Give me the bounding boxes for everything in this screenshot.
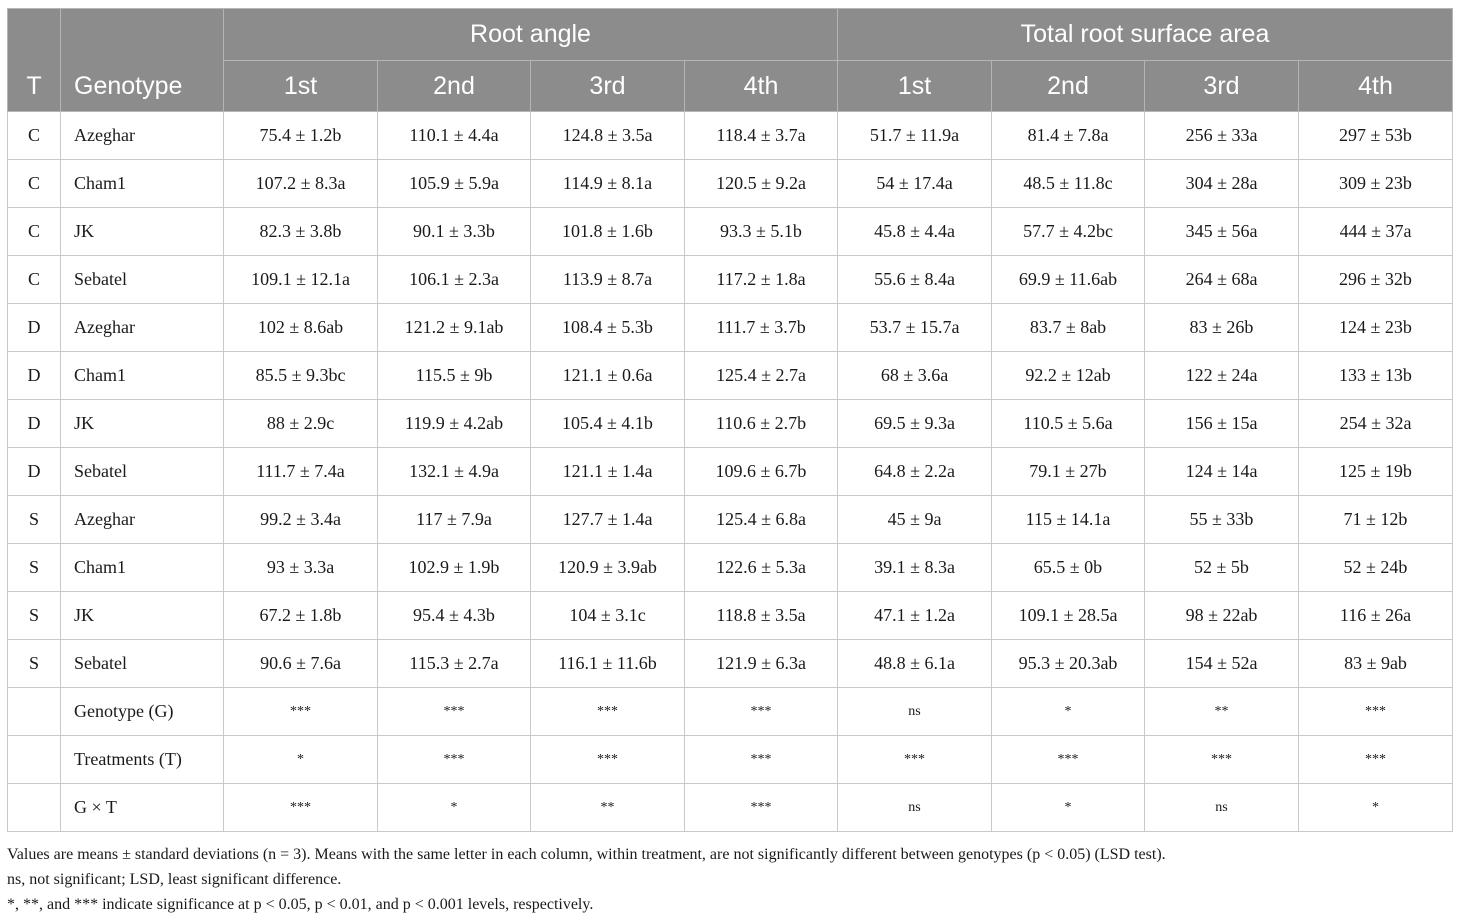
treatment-cell: S <box>8 496 61 544</box>
genotype-cell: Sebatel <box>61 256 224 304</box>
value-cell: 102.9 ± 1.9b <box>378 544 531 592</box>
table-body <box>8 112 1453 832</box>
value-cell: 79.1 ± 27b <box>992 448 1145 496</box>
value-cell: 309 ± 23b <box>1299 160 1453 208</box>
significance-cell: * <box>378 784 531 832</box>
header-subcol: 2nd <box>378 61 531 112</box>
value-cell: 67.2 ± 1.8b <box>224 592 378 640</box>
treatment-cell: C <box>8 112 61 160</box>
table-row <box>8 208 1453 256</box>
treatment-cell: C <box>8 160 61 208</box>
header-subcol: 4th <box>1299 61 1453 112</box>
header-row-subcols <box>8 61 1453 112</box>
significance-cell: *** <box>685 736 838 784</box>
significance-cell: * <box>992 688 1145 736</box>
value-cell: 83 ± 9ab <box>1299 640 1453 688</box>
value-cell: 264 ± 68a <box>1145 256 1299 304</box>
significance-cell: * <box>1299 784 1453 832</box>
value-cell: 71 ± 12b <box>1299 496 1453 544</box>
genotype-cell: JK <box>61 592 224 640</box>
value-cell: 125 ± 19b <box>1299 448 1453 496</box>
value-cell: 110.5 ± 5.6a <box>992 400 1145 448</box>
value-cell: 45.8 ± 4.4a <box>838 208 992 256</box>
value-cell: 121.1 ± 1.4a <box>531 448 685 496</box>
value-cell: 304 ± 28a <box>1145 160 1299 208</box>
treatment-cell: C <box>8 256 61 304</box>
genotype-cell: JK <box>61 400 224 448</box>
value-cell: 75.4 ± 1.2b <box>224 112 378 160</box>
value-cell: 125.4 ± 2.7a <box>685 352 838 400</box>
significance-cell: *** <box>685 688 838 736</box>
header-subcol: 1st <box>838 61 992 112</box>
value-cell: 105.4 ± 4.1b <box>531 400 685 448</box>
value-cell: 115.3 ± 2.7a <box>378 640 531 688</box>
value-cell: 52 ± 24b <box>1299 544 1453 592</box>
value-cell: 90.6 ± 7.6a <box>224 640 378 688</box>
header-treatment: T <box>8 9 61 112</box>
value-cell: 102 ± 8.6ab <box>224 304 378 352</box>
footnote: ns, not significant; LSD, least significant difference. <box>7 871 342 888</box>
empty-cell <box>8 688 61 736</box>
genotype-cell: Azeghar <box>61 304 224 352</box>
value-cell: 90.1 ± 3.3b <box>378 208 531 256</box>
value-cell: 120.9 ± 3.9ab <box>531 544 685 592</box>
value-cell: 69.5 ± 9.3a <box>838 400 992 448</box>
value-cell: 121.1 ± 0.6a <box>531 352 685 400</box>
table-row <box>8 352 1453 400</box>
value-cell: 88 ± 2.9c <box>224 400 378 448</box>
value-cell: 105.9 ± 5.9a <box>378 160 531 208</box>
significance-cell: *** <box>685 784 838 832</box>
value-cell: 110.6 ± 2.7b <box>685 400 838 448</box>
value-cell: 83 ± 26b <box>1145 304 1299 352</box>
value-cell: 133 ± 13b <box>1299 352 1453 400</box>
genotype-cell: Sebatel <box>61 448 224 496</box>
significance-label: Genotype (G) <box>61 688 224 736</box>
value-cell: 297 ± 53b <box>1299 112 1453 160</box>
value-cell: 101.8 ± 1.6b <box>531 208 685 256</box>
significance-cell: *** <box>224 784 378 832</box>
treatment-cell: C <box>8 208 61 256</box>
value-cell: 156 ± 15a <box>1145 400 1299 448</box>
significance-cell: *** <box>838 736 992 784</box>
value-cell: 108.4 ± 5.3b <box>531 304 685 352</box>
value-cell: 118.8 ± 3.5a <box>685 592 838 640</box>
value-cell: 93.3 ± 5.1b <box>685 208 838 256</box>
treatment-cell: S <box>8 640 61 688</box>
value-cell: 256 ± 33a <box>1145 112 1299 160</box>
value-cell: 99.2 ± 3.4a <box>224 496 378 544</box>
header-subcol: 3rd <box>531 61 685 112</box>
value-cell: 92.2 ± 12ab <box>992 352 1145 400</box>
genotype-cell: Cham1 <box>61 160 224 208</box>
value-cell: 81.4 ± 7.8a <box>992 112 1145 160</box>
treatment-cell: S <box>8 544 61 592</box>
value-cell: 444 ± 37a <box>1299 208 1453 256</box>
value-cell: 104 ± 3.1c <box>531 592 685 640</box>
value-cell: 127.7 ± 1.4a <box>531 496 685 544</box>
value-cell: 54 ± 17.4a <box>838 160 992 208</box>
value-cell: 82.3 ± 3.8b <box>224 208 378 256</box>
value-cell: 116.1 ± 11.6b <box>531 640 685 688</box>
significance-cell: *** <box>531 688 685 736</box>
value-cell: 95.4 ± 4.3b <box>378 592 531 640</box>
significance-cell: ns <box>838 784 992 832</box>
value-cell: 120.5 ± 9.2a <box>685 160 838 208</box>
value-cell: 53.7 ± 15.7a <box>838 304 992 352</box>
significance-row <box>8 784 1453 832</box>
value-cell: 121.2 ± 9.1ab <box>378 304 531 352</box>
header-subcol: 3rd <box>1145 61 1299 112</box>
value-cell: 121.9 ± 6.3a <box>685 640 838 688</box>
significance-cell: * <box>992 784 1145 832</box>
value-cell: 48.5 ± 11.8c <box>992 160 1145 208</box>
table-row <box>8 112 1453 160</box>
value-cell: 125.4 ± 6.8a <box>685 496 838 544</box>
value-cell: 65.5 ± 0b <box>992 544 1145 592</box>
table-row <box>8 496 1453 544</box>
value-cell: 109.6 ± 6.7b <box>685 448 838 496</box>
value-cell: 110.1 ± 4.4a <box>378 112 531 160</box>
genotype-cell: Azeghar <box>61 112 224 160</box>
value-cell: 296 ± 32b <box>1299 256 1453 304</box>
table-row <box>8 304 1453 352</box>
header-genotype: Genotype <box>61 9 224 112</box>
value-cell: 122 ± 24a <box>1145 352 1299 400</box>
value-cell: 47.1 ± 1.2a <box>838 592 992 640</box>
value-cell: 124 ± 23b <box>1299 304 1453 352</box>
value-cell: 117.2 ± 1.8a <box>685 256 838 304</box>
significance-cell: *** <box>1145 736 1299 784</box>
value-cell: 83.7 ± 8ab <box>992 304 1145 352</box>
genotype-cell: Azeghar <box>61 496 224 544</box>
value-cell: 107.2 ± 8.3a <box>224 160 378 208</box>
genotype-cell: Cham1 <box>61 544 224 592</box>
table-container <box>7 8 1453 917</box>
table-row <box>8 640 1453 688</box>
value-cell: 109.1 ± 12.1a <box>224 256 378 304</box>
footnote: Values are means ± standard deviations (n = 3). Means with the same letter in each column, within treatment, are not significantly different between genotypes (p < 0.05) (LSD test). <box>7 846 1166 863</box>
value-cell: 124.8 ± 3.5a <box>531 112 685 160</box>
table-row <box>8 592 1453 640</box>
treatment-cell: D <box>8 448 61 496</box>
value-cell: 55 ± 33b <box>1145 496 1299 544</box>
empty-cell <box>8 736 61 784</box>
value-cell: 98 ± 22ab <box>1145 592 1299 640</box>
significance-cell: ns <box>838 688 992 736</box>
value-cell: 45 ± 9a <box>838 496 992 544</box>
genotype-cell: Cham1 <box>61 352 224 400</box>
table-row <box>8 544 1453 592</box>
data-table <box>7 8 1453 832</box>
value-cell: 52 ± 5b <box>1145 544 1299 592</box>
significance-cell: ns <box>1145 784 1299 832</box>
value-cell: 106.1 ± 2.3a <box>378 256 531 304</box>
empty-cell <box>8 784 61 832</box>
value-cell: 48.8 ± 6.1a <box>838 640 992 688</box>
value-cell: 345 ± 56a <box>1145 208 1299 256</box>
value-cell: 68 ± 3.6a <box>838 352 992 400</box>
significance-cell: *** <box>378 736 531 784</box>
header-total-root-surface-area: Total root surface area <box>838 9 1453 61</box>
table-row <box>8 256 1453 304</box>
value-cell: 51.7 ± 11.9a <box>838 112 992 160</box>
genotype-cell: Sebatel <box>61 640 224 688</box>
table-row <box>8 448 1453 496</box>
value-cell: 132.1 ± 4.9a <box>378 448 531 496</box>
significance-cell: *** <box>992 736 1145 784</box>
treatment-cell: D <box>8 352 61 400</box>
significance-label: Treatments (T) <box>61 736 224 784</box>
value-cell: 109.1 ± 28.5a <box>992 592 1145 640</box>
value-cell: 57.7 ± 4.2bc <box>992 208 1145 256</box>
header-root-angle: Root angle <box>224 9 838 61</box>
table-row <box>8 400 1453 448</box>
table-footnotes <box>7 842 1453 917</box>
significance-cell: * <box>224 736 378 784</box>
treatment-cell: S <box>8 592 61 640</box>
value-cell: 114.9 ± 8.1a <box>531 160 685 208</box>
significance-cell: ** <box>531 784 685 832</box>
significance-label: G × T <box>61 784 224 832</box>
value-cell: 85.5 ± 9.3bc <box>224 352 378 400</box>
value-cell: 117 ± 7.9a <box>378 496 531 544</box>
value-cell: 69.9 ± 11.6ab <box>992 256 1145 304</box>
value-cell: 111.7 ± 7.4a <box>224 448 378 496</box>
header-row-groups <box>8 9 1453 61</box>
header-subcol: 1st <box>224 61 378 112</box>
footnote: *, **, and *** indicate significance at p < 0.05, p < 0.01, and p < 0.001 levels, respectively. <box>7 896 594 913</box>
significance-cell: *** <box>531 736 685 784</box>
value-cell: 254 ± 32a <box>1299 400 1453 448</box>
significance-cell: *** <box>1299 736 1453 784</box>
value-cell: 113.9 ± 8.7a <box>531 256 685 304</box>
significance-cell: *** <box>1299 688 1453 736</box>
table-header <box>8 9 1453 112</box>
significance-cell: *** <box>224 688 378 736</box>
table-row <box>8 160 1453 208</box>
value-cell: 55.6 ± 8.4a <box>838 256 992 304</box>
header-subcol: 2nd <box>992 61 1145 112</box>
value-cell: 124 ± 14a <box>1145 448 1299 496</box>
significance-cell: ** <box>1145 688 1299 736</box>
value-cell: 95.3 ± 20.3ab <box>992 640 1145 688</box>
value-cell: 93 ± 3.3a <box>224 544 378 592</box>
value-cell: 39.1 ± 8.3a <box>838 544 992 592</box>
genotype-cell: JK <box>61 208 224 256</box>
value-cell: 118.4 ± 3.7a <box>685 112 838 160</box>
header-subcol: 4th <box>685 61 838 112</box>
value-cell: 111.7 ± 3.7b <box>685 304 838 352</box>
value-cell: 119.9 ± 4.2ab <box>378 400 531 448</box>
value-cell: 116 ± 26a <box>1299 592 1453 640</box>
value-cell: 122.6 ± 5.3a <box>685 544 838 592</box>
treatment-cell: D <box>8 400 61 448</box>
significance-row <box>8 736 1453 784</box>
significance-row <box>8 688 1453 736</box>
significance-cell: *** <box>378 688 531 736</box>
treatment-cell: D <box>8 304 61 352</box>
value-cell: 64.8 ± 2.2a <box>838 448 992 496</box>
value-cell: 115 ± 14.1a <box>992 496 1145 544</box>
value-cell: 154 ± 52a <box>1145 640 1299 688</box>
value-cell: 115.5 ± 9b <box>378 352 531 400</box>
